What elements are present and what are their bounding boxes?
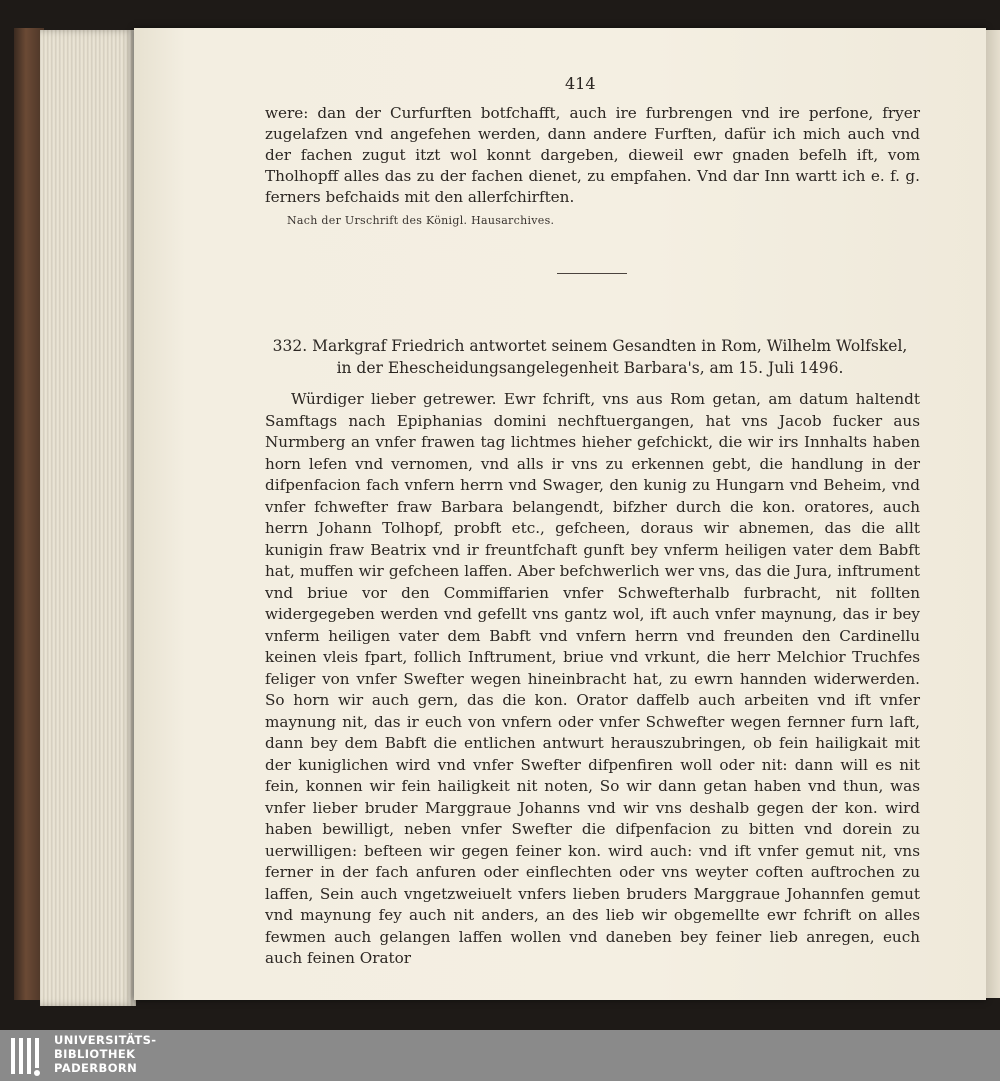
page-stack-edge	[40, 30, 136, 1006]
library-name	[54, 1033, 156, 1075]
library-logo-icon	[8, 1034, 46, 1078]
document-heading: 332. Markgraf Friedrich antwortet seinem Gesandten in Rom, Wilhelm Wolfskel, in der Ehescheidungsangelegenheit Barbara's, am 15. Juli 1496.	[272, 337, 908, 377]
source-note: Nach der Urschrift des Königl. Hausarchives.	[287, 214, 555, 227]
page-number: 414	[565, 74, 596, 93]
letter-paragraph: Würdiger lieber getrewer. Ewr fchrift, vns aus Rom getan, am datum haltendt Samftags nach Epiphanias domini nechftuergangen, hat vns Jacob fucker aus Nurmberg an vnfer frawen tag lichtmes hieher gefchickt, die wir irs Innhalts haben horn lefen vnd vernomen, vnd alls ir vns zu erkennen gebt, die handlung in der difpenfacion fach vnfern herrn vnd Swager, den kunig zu Hungarn vnd Beheim, vnd vnfer fchwefter fraw Barbara belangendt, bifzher durch die kon. oratores, auch herrn Johann Tolhopf, probft etc., gefcheen, doraus wir abnemen, das die allt kunigin fraw Beatrix vnd ir freuntfchaft gunft bey vnferm heiligen vater dem Babft hat, muffen wir gefcheen laffen. Aber befchwerlich wer vns, das die Jura, inftrument vnd briue vor den Commiffarien vnfer Schwefterhalb furbracht, nit follten widergegeben werden vnd gefellt vns gantz wol, ift auch vnfer maynung, das ir bey vnferm heiligen vater dem Babft vnd vnfern herrn vnd freunden den Cardinellu keinen vleis fpart, follich Inftrument, briue vnd vrkunt, die herr Melchior Truchfes feliger von vnfer Swefter wegen hineinbracht hat, zu ewrn hannden widerwerden. So horn wir auch gern, das die kon. Orator daffelb auch arbeiten vnd ift vnfer maynung nit, das ir euch von vnfern oder vnfer Schwefter wegen fernner furn laft, dann bey dem Babft die entlichen antwurt herauszubringen, ob fein hailigkait mit der kuniglichen wird vnd vnfer Swefter difpenfiren woll oder nit: dann will es nit fein, konnen wir fein hailigkeit nit noten, So wir dann getan haben vnd thun, was vnfer lieber bruder Marggraue Johanns vnd wir vns deshalb gegen der kon. wird haben bewilligt, neben vnfer Swefter die difpenfacion zu bitten vnd dorein zu uerwilligen: befteen wir gegen feiner kon. wird auch: vnd ift vnfer gemut nit, vns ferner in der fach anfuren oder einflechten oder vns weyter coften auftrochen zu laffen, Sein auch vngetzweiuelt vnfers lieben bruders Marggraue Johannfen gemut vnd maynung fey auch nit anders, an des lieb wir obgemellte ewr fchrift on alles fewmen auch gelangen laffen wollen vnd daneben bey feiner lieb anregen, euch auch feinen Orator	[265, 390, 920, 967]
library-name-line1: UNIVERSITÄTS-	[54, 1033, 157, 1047]
facing-page-edge	[986, 30, 1000, 998]
library-name-line2: BIBLIOTHEK	[54, 1047, 136, 1061]
library-name-line3: PADERBORN	[54, 1061, 138, 1075]
section-divider	[557, 273, 627, 274]
continuation-paragraph: were: dan der Curfurften botfchafft, auch ire furbrengen vnd ire perfone, fryer zugelafzen vnd angefehen werden, dann andere Furften, dafür ich mich auch vnd der fachen zugut itzt wol konnt dargeben, dieweil ewr gnaden befelh ift, vom Tholhopff alles das zu der fachen dienet, zu empfahen. Vnd dar Inn wartt ich e. f. g. ferners befchaids mit den allerfchirften.	[265, 104, 920, 206]
